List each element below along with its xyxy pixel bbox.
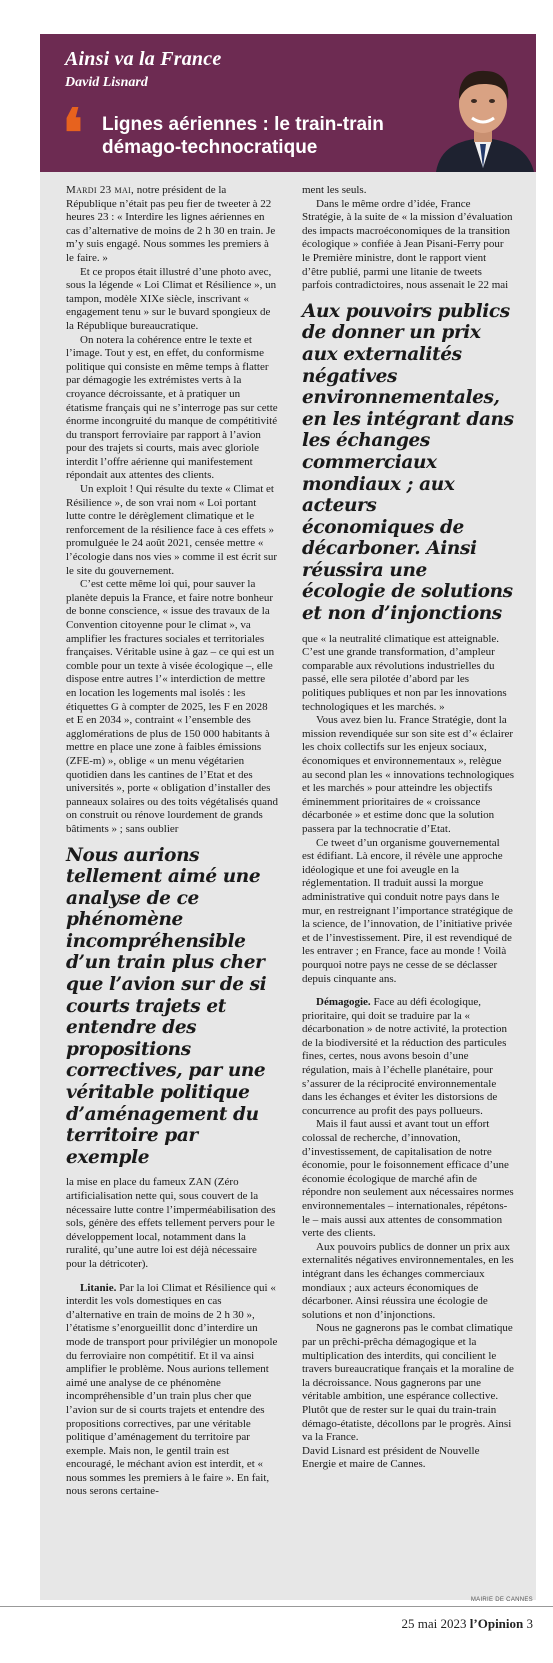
paragraph: que « la neutralité climatique est atteignable. C’est une grande transformation, d’ampleur comparable aux révolutions industrielles du passé, elle sera pilotée d’abord par les politiques publiques et non par les innovations technologiques et les marchés. » [302,632,507,713]
paragraph: Vous avez bien lu. France Stratégie, dont la mission revendiquée sur son site est d’« éclairer les choix collectifs sur les enjeux sociaux, économiques et environnementaux », relègue au second plan les « innovations technologiques et les marchés » pour atteindre les objectifs éminemment prioritaires de « croissance décarbonée » et estime donc que la solution passera par la technocratie d’Etat. [302,714,515,835]
author-portrait [430,56,536,172]
quote-mark-icon: ❛ [62,98,84,171]
paragraph: Nous ne gagnerons pas le combat climatique par un prêchi-prêcha démagogique et la multiplication des interdits, qui concilient le travers bureaucratique français et la moraline de la décroissance. Nous gagnerons par une véritable ambition, une espérance collective. Plutôt que de rester sur le quai du train-train démago-étatiste, décollons par le progrès. Ainsi va la France. [302,1322,514,1444]
issue-date: 25 mai 2023 [401,1616,467,1631]
publication-name: l’Opinion [469,1616,524,1631]
page-folio [402,1616,533,1632]
paragraph [66,1282,278,1500]
article-headline: Lignes aériennes : le train-train démago-technocratique [102,114,384,158]
article-column-right [302,184,514,1472]
article-sheet [40,34,536,1600]
page-number: 3 [526,1616,533,1631]
paragraph: Aux pouvoirs publics de donner un prix aux externalités négatives environnementales, en les intégrant dans les échanges commerciaux mondiaux ; aux acteurs économiques de décarboner. Ainsi réussira une écologie de solutions et non d’injonctions. [302,1240,514,1321]
footer-rule [0,1606,553,1607]
paragraph-text: notre président de la République n’était pas peu fier de tweeter à 22 heures 23 : « Interdire les lignes aériennes en cas d’alternative de moins de 2 h 30 en train. Je m’y suis engagé. Nous sommes les premiers à le faire. » [66,184,276,264]
paragraph: Ce tweet d’un organisme gouvernemental est édifiant. Là encore, il révèle une approche idéologique et une foi aveugle en la réglementation. Il traduit aussi la morgue administrative qui conduit notre pays dans le mur, en restreignant l’importance stratégique de la science, de l’innovation, de l’initiative privée et de l’investissement. Pire, il est revendiqué de les entraver ; en France, face au monde ! Voilà pourquoi notre pays ne cesse de se déclasser depuis cinquante ans. [302,836,513,985]
paragraph: On notera la cohérence entre le texte et l’image. Tout y est, en effet, du conformisme politique qui consiste en même temps à flatter par démagogie les extrémistes verts à la croyance décroissante, et à pratiquer un étatisme français qui ne s’interroge pas sur cette énorme incongruité du manque de compétitivité du transport ferroviaire par rapport à l’avion pour des trajets si courts, mais avec gloriole interdit l’offre aérienne qui manifestement répondait aux attentes des clients. [66,333,278,482]
section-lead: Litanie. [80,1281,117,1294]
paragraph: la mise en place du fameux ZAN (Zéro artificialisation nette qui, sous couvert de la nécessaire lutte contre l’imperméabilisation des sols, génère des effets tellement pervers pour le développement local, notamment dans la ruralité, qu’une autre loi est déjà nécessaire pour la détricoter). [66,1176,276,1270]
paragraph-text: Par la loi Climat et Résilience qui « interdit les vols domestiques en cas d’alternative en train de moins de 2 h 30 », l’étatisme s’enorgueillit donc d’interdire un mode de transport pour privilégier un monopole du ferroviaire non compétitif. Et il va ainsi amplifier le problème. Nous aurions tellement aimé une analyse de ce phénomène incompréhensible d’un train plus cher que l’avion sur de si courts trajets et entendre des propositions correctives, par une véritable politique d’aménagement du territoire par exemple. Mais non, le gentil train est encouragé, le méchant avion est interdit, et « nous sommes les premiers à le faire ». En fait, nous serons certaine- [66,1281,278,1498]
article-header [40,34,536,172]
paragraph [302,996,514,1118]
pull-quote: Aux pouvoirs publics de donner un prix aux externalités négatives environnementales, en les intégrant dans les échanges commerciaux mondiaux ; aux acteurs économiques de décarboner. Ainsi réussira une écologie de solutions et non d’injonctions [302,300,514,625]
paragraph: Dans le même ordre d’idée, France Stratégie, à la suite de « la mission d’évaluation des impacts macroéconomiques de la transition écologique » confiée à Jean Pisani-Ferry pour le Première ministre, dont le rapport vient d’être publié, parmi une litanie de tweets parfois contradictoires, nous assenait le 22 mai [302,197,513,292]
paragraph: Et ce propos était illustré d’une photo avec, sous la légende « Loi Climat et Résilience », un tampon, modèle XIXe siècle, inscrivant « engagement tenu » sur le buvard spongieux de la République bureaucratique. [66,265,277,332]
author-name: David Lisnard [65,75,148,90]
paragraph: Mais il faut aussi et avant tout un effort colossal de recherche, d’innovation, d’investissement, de capitalisation de notre économie, pour le foisonnement efficace d’une économie écologique de marché afin de répondre non seulement aux nécessaires normes environnementales – internationales, répétons-le – mais aussi aux attentes de consommation verte des clients. [302,1118,514,1240]
paragraph: Un exploit ! Qui résulte du texte « Climat et Résilience », de son vrai nom « Loi portant lutte contre le dérèglement climatique et le renforcement de la résilience face à ces effets » promulguée le 24 août 2021, censée mettre « l’écologie dans nos vies » comme il est écrit sur le site du gouvernement. [66,483,278,577]
paragraph-text: Face au défi écologique, prioritaire, qui doit se traduire par la « décarbonation » de notre activité, la protection de la biodiversité et la réduction des particules fines, certes, nous avons besoin d’une régulation, mais à l’échelle planétaire, pour s’assurer de la réciprocité environnementale dans les échanges et éviter les distorsions de concurrence au profit des pays pollueurs. [302,996,507,1117]
section-lead: Démagogie. [316,996,371,1009]
author-credit: David Lisnard est président de Nouvelle Energie et maire de Cannes. [302,1444,480,1471]
article-column-left [66,184,278,1499]
paragraph: C’est cette même loi qui, pour sauver la planète depuis la France, et faire notre bonheur de bonne conscience, « issue des travaux de la Convention citoyenne pour le climat », va amplifier les fractures sociales et territoriales françaises. Véritable usine à gaz – ce qui est un comble pour un texte à visée écologique –, elle dispose entre autres l’« interdiction de mettre en location les logements mal isolés : les étiquettes G à compter de 2025, les F en 2028 et E en 2034 », contraint « l’ensemble des agglomérations de plus de 150 000 habitants à mettre en place une zone à faibles émissions (ZFE-m) », oblige « un menu végétarien quotidien dans les cantines de l’Etat et des universités », porte « obligation d’installer des panneaux solaires ou des toits végétalisés quand on construit ou rénove lourdement de grands bâtiments » ; sans oublier [66,578,279,835]
pull-quote: Nous aurions tellement aimé une analyse de ce phénomène incompréhensible d’un train plus cher que l’avion sur de si courts trajets et entendre des propositions correctives, par une véritable politique d’aménagement du territoire par exemple [66,844,267,1168]
paragraph: ment les seuls. [302,184,367,196]
column-rubric: Ainsi va la France [65,48,222,70]
paragraph-lead: Mardi 23 mai, [66,184,135,196]
paragraph [66,184,278,266]
photo-credit: MAIRIE DE CANNES [470,1597,533,1603]
